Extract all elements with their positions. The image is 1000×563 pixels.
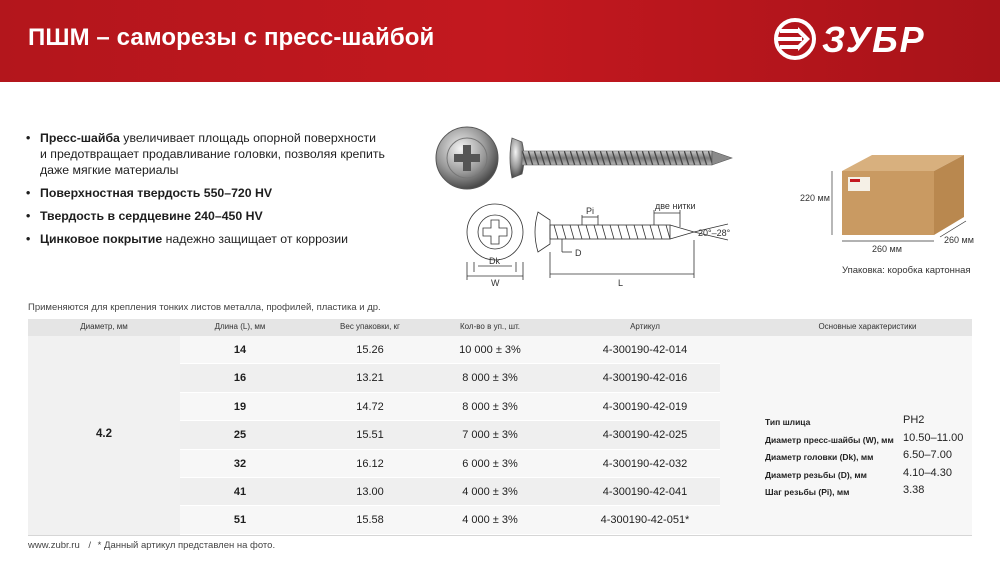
zubr-logo[interactable] [770,14,975,64]
dim-label: две нитки [655,201,696,211]
quantity-cell: 4 000 ± 3% [462,514,518,527]
spec-label: Шаг резьбы (Pi), мм [765,487,850,497]
technical-drawing [458,200,733,288]
weight-cell: 13.21 [356,372,384,385]
article-cell: 4-300190-42-051* [600,514,690,527]
col-diameter: Диаметр, мм [80,322,128,331]
spec-row [765,449,970,467]
footer-separator: / [88,540,92,551]
spec-label: Диаметр головки (Dk), мм [765,452,874,462]
spec-row [765,467,970,485]
spec-value: PH2 [903,414,925,426]
table-row [180,393,720,421]
col-length: Длина (L), мм [214,322,266,331]
box-width: 260 мм [944,235,974,245]
package-caption: Упаковка: коробка картонная [842,265,971,276]
col-weight: Вес упаковки, кг [340,322,400,331]
col-article: Артикул [630,322,660,331]
table-body [28,336,972,535]
weight-cell: 16.12 [356,457,384,470]
screw-photo [432,118,738,198]
table-row [180,506,720,534]
quantity-cell: 4 000 ± 3% [462,486,518,498]
table-header [28,319,972,336]
article-cell: 4-300190-42-019 [602,400,688,413]
page-title: ПШМ – саморезы с пресс-шайбой [28,24,435,51]
spec-label: Диаметр пресс-шайбы (W), мм [765,434,894,445]
feature-item: • Цинковое покрытие надежно защищает от коррозии [26,231,386,247]
article-cell: 4-300190-42-025 [602,429,688,442]
dim-label: D [575,248,582,258]
length-cell: 51 [233,514,247,527]
feature-item: • Пресс-шайба увеличивает площадь опорной поверхности и предотвращает продавливание головки, позволяя крепить даже мягкие материалы [26,130,386,178]
footer [28,540,275,551]
application-note: Применяются для крепления тонких листов металла, профилей, пластика и др. [28,302,381,313]
spec-label: Тип шлица [765,417,811,427]
weight-cell: 14.72 [356,400,384,413]
dim-label: L [618,278,624,288]
spec-row [765,484,970,502]
dim-label: W [491,278,500,288]
length-cell: 16 [233,372,247,385]
spec-value: 6.50–7.00 [903,449,952,461]
article-cell: 4-300190-42-041 [602,486,688,498]
article-cell: 4-300190-42-014 [602,344,688,356]
footer-site-link[interactable]: www.zubr.ru [28,540,80,551]
product-table [28,319,972,535]
dim-label: Pi [586,206,595,216]
spec-row [765,414,970,432]
spec-label: Диаметр резьбы (D), мм [765,469,867,480]
footer-note: * Данный артикул представлен на фото. [97,540,276,551]
diameter-value: 4.2 [96,428,112,440]
article-cell: 4-300190-42-032 [602,457,688,470]
package-box [800,145,1000,255]
characteristics-block [765,414,970,502]
table-row [180,450,720,478]
spec-value: 10.50–11.00 [903,431,964,444]
feature-item: • Поверхностная твердость 550–720 HV [26,185,386,201]
brand-text: ЗУБР [822,19,926,60]
box-height: 220 мм [800,193,830,203]
feature-list [26,130,386,254]
quantity-cell: 8 000 ± 3% [462,400,518,413]
weight-cell: 15.58 [356,514,384,527]
spec-value: 4.10–4.30 [903,466,952,479]
box-length: 260 мм [872,244,902,254]
dim-label: 20°–28° [698,228,731,238]
quantity-cell: 6 000 ± 3% [462,457,518,470]
weight-cell: 15.26 [356,344,384,356]
quantity-cell: 8 000 ± 3% [462,372,518,385]
col-characteristics: Основные характеристики [818,322,917,331]
length-cell: 14 [233,344,247,356]
length-cell: 32 [233,457,247,470]
weight-cell: 13.00 [356,486,384,498]
quantity-cell: 7 000 ± 3% [462,429,518,442]
dim-label: Dk [489,256,500,266]
length-cell: 41 [233,486,247,498]
spec-row [765,432,970,450]
quantity-cell: 10 000 ± 3% [459,344,521,356]
table-row [180,478,720,506]
table-row [180,421,720,449]
spec-value: 3.38 [903,484,925,496]
header-banner [0,0,1000,82]
weight-cell: 15.51 [356,429,384,442]
article-cell: 4-300190-42-016 [602,372,688,385]
feature-item: • Твердость в сердцевине 240–450 HV [26,208,386,224]
length-cell: 25 [233,429,247,442]
table-row [180,364,720,392]
table-row [180,336,720,364]
footer-divider [28,535,972,536]
length-cell: 19 [233,400,247,413]
col-quantity: Кол-во в уп., шт. [460,322,520,331]
diameter-cell [28,336,180,535]
